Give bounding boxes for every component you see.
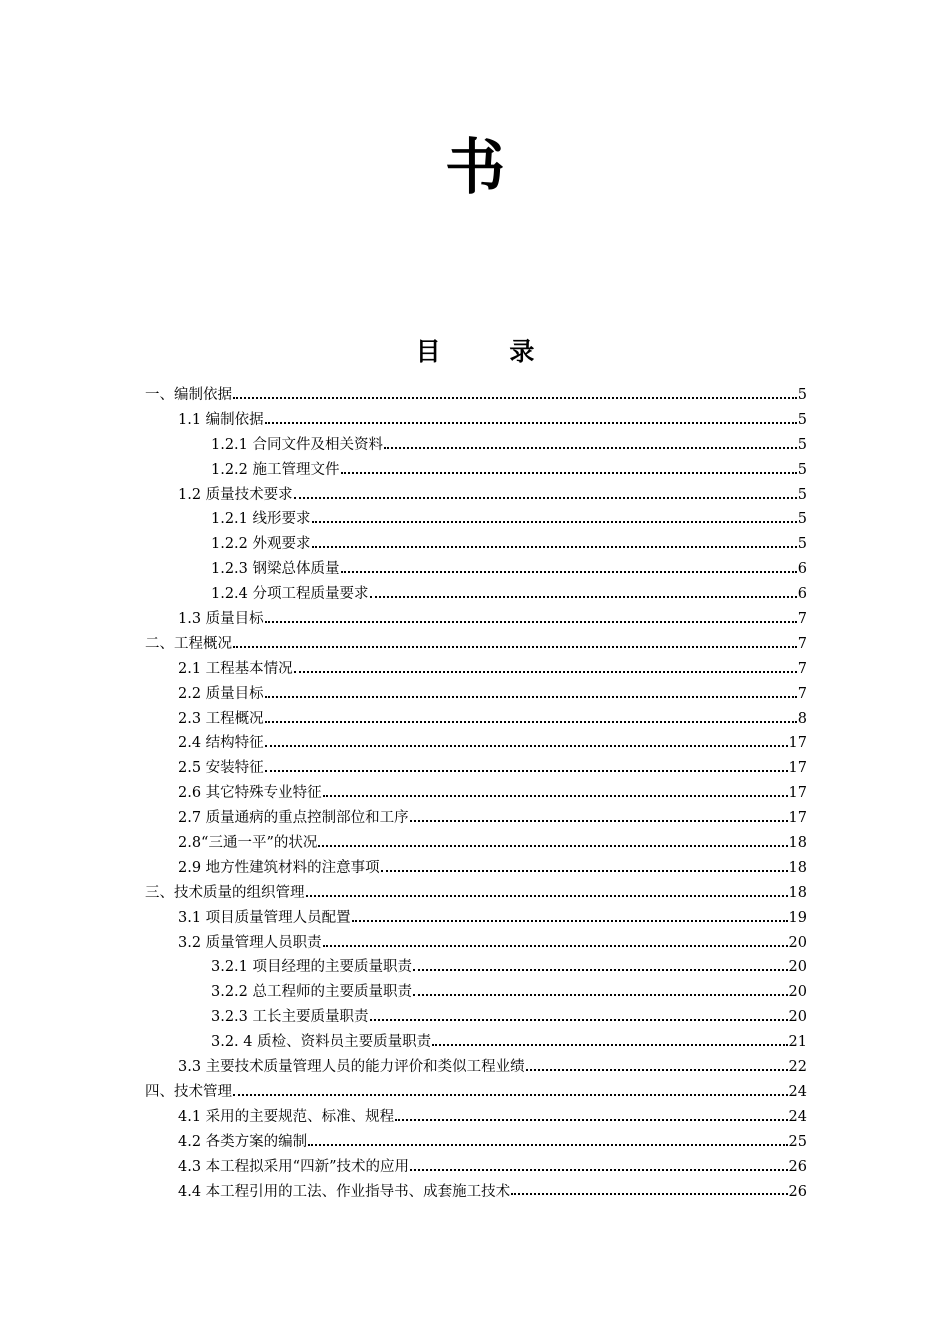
toc-entry[interactable] [145,831,807,856]
toc-entry-page-number: 17 [788,785,807,802]
toc-entry-label: 四、技术管理 [145,1083,232,1100]
toc-entry[interactable] [145,607,807,632]
toc-entry[interactable] [145,632,807,657]
toc-dot-leader [294,496,797,499]
toc-entry-label: 1.1 编制依据 [178,411,264,428]
toc-entry[interactable] [145,582,807,607]
toc-dot-leader [511,1192,787,1195]
toc-entry[interactable] [145,1155,807,1180]
toc-entry[interactable] [145,507,807,532]
toc-dot-leader [341,471,797,474]
toc-dot-leader [318,844,787,847]
toc-entry-page-number: 26 [788,1158,807,1175]
toc-entry-label: 二、工程概况 [145,635,232,652]
toc-entry[interactable] [145,657,807,682]
document-title-fragment: 书 [445,133,505,203]
toc-entry-page-number: 24 [788,1108,807,1125]
toc-entry-page-number: 5 [797,461,807,478]
toc-entry[interactable] [145,1030,807,1055]
toc-entry-page-number: 17 [788,810,807,827]
toc-entry-label: 2.8“三通一平”的状况 [178,835,318,852]
toc-entry[interactable] [145,980,807,1005]
toc-entry-label: 1.2.1 线形要求 [211,511,311,528]
toc-entry[interactable] [145,1005,807,1030]
toc-entry-label: 4.3 本工程拟采用“四新”技术的应用 [178,1158,409,1175]
toc-dot-leader [265,695,797,698]
toc-entry-page-number: 5 [797,511,807,528]
toc-dot-leader [265,744,788,747]
toc-entry[interactable] [145,756,807,781]
toc-entry-label: 1.2.2 外观要求 [211,536,311,553]
toc-dot-leader [413,993,788,996]
toc-entry-label: 2.9 地方性建筑材料的注意事项 [178,859,380,876]
toc-entry[interactable] [145,856,807,881]
toc-dot-leader [384,446,797,449]
toc-dot-leader [323,944,788,947]
toc-entry-label: 4.4 本工程引用的工法、作业指导书、成套施工技术 [178,1183,511,1200]
toc-entry[interactable] [145,383,807,408]
toc-entry-page-number: 22 [788,1059,807,1076]
toc-dot-leader [352,919,788,922]
toc-dot-leader [265,720,797,723]
toc-entry-page-number: 5 [797,536,807,553]
toc-entry-page-number: 17 [788,760,807,777]
toc-entry-label: 4.1 采用的主要规范、标准、规程 [178,1108,395,1125]
toc-entry-label: 3.2.2 总工程师的主要质量职责 [211,984,413,1001]
toc-entry[interactable] [145,557,807,582]
toc-entry-page-number: 6 [797,586,807,603]
toc-entry-page-number: 7 [797,660,807,677]
toc-entry-page-number: 18 [788,835,807,852]
toc-entry-page-number: 5 [797,411,807,428]
toc-entry[interactable] [145,1055,807,1080]
toc-dot-leader [308,1143,787,1146]
toc-entry[interactable] [145,433,807,458]
toc-entry-label: 3.1 项目质量管理人员配置 [178,909,351,926]
toc-dot-leader [370,1018,788,1021]
toc-dot-leader [265,769,788,772]
toc-dot-leader [410,1168,788,1171]
toc-entry-page-number: 8 [797,710,807,727]
table-of-contents [145,383,807,1204]
toc-entry-label: 3.2.1 项目经理的主要质量职责 [211,959,413,976]
toc-dot-leader [265,421,797,424]
toc-dot-leader [265,620,797,623]
toc-entry-page-number: 7 [797,635,807,652]
toc-entry-label: 三、技术质量的组织管理 [145,884,305,901]
toc-dot-leader [306,894,788,897]
toc-entry[interactable] [145,955,807,980]
toc-entry-label: 一、编制依据 [145,387,232,403]
toc-entry[interactable] [145,408,807,433]
toc-dot-leader [526,1068,788,1071]
toc-entry[interactable] [145,532,807,557]
toc-entry-page-number: 5 [797,387,807,403]
toc-entry-page-number: 21 [788,1034,807,1051]
toc-entry[interactable] [145,1130,807,1155]
toc-dot-leader [312,545,797,548]
toc-entry-label: 2.5 安装特征 [178,760,264,777]
toc-entry-page-number: 17 [788,735,807,752]
toc-entry-page-number: 6 [797,561,807,578]
toc-entry[interactable] [145,1080,807,1105]
toc-entry-page-number: 20 [788,959,807,976]
toc-dot-leader [395,1118,787,1121]
toc-entry-page-number: 18 [788,884,807,901]
toc-dot-leader [410,819,788,822]
toc-entry[interactable] [145,682,807,707]
toc-entry-label: 2.7 质量通病的重点控制部位和工序 [178,810,409,827]
toc-entry-label: 3.3 主要技术质量管理人员的能力评价和类似工程业绩 [178,1059,525,1076]
toc-entry[interactable] [145,483,807,508]
toc-entry-page-number: 19 [788,909,807,926]
toc-entry-page-number: 7 [797,611,807,628]
toc-entry-label: 1.2.2 施工管理文件 [211,461,340,478]
toc-entry-page-number: 20 [788,984,807,1001]
toc-entry-page-number: 26 [788,1183,807,1200]
toc-entry[interactable] [145,1105,807,1130]
toc-entry[interactable] [145,781,807,806]
toc-dot-leader [381,869,788,872]
toc-entry[interactable] [145,931,807,956]
toc-dot-leader [312,520,797,523]
toc-dot-leader [323,794,788,797]
toc-entry[interactable] [145,1180,807,1205]
toc-dot-leader [233,1093,788,1096]
toc-dot-leader [233,396,797,399]
toc-dot-leader [341,570,797,573]
toc-dot-leader [370,595,797,598]
toc-entry-page-number: 20 [788,1009,807,1026]
toc-entry[interactable] [145,806,807,831]
toc-entry-label: 2.3 工程概况 [178,710,264,727]
toc-entry-page-number: 7 [797,685,807,702]
toc-entry-page-number: 20 [788,934,807,951]
toc-entry-label: 3.2. 4 质检、资料员主要质量职责 [211,1034,432,1051]
toc-entry[interactable] [145,707,807,732]
toc-entry-label: 2.6 其它特殊专业特征 [178,785,322,802]
toc-entry-label: 1.3 质量目标 [178,611,264,628]
toc-entry-label: 1.2.3 钢梁总体质量 [211,561,340,578]
toc-entry-label: 4.2 各类方案的编制 [178,1133,308,1150]
toc-entry-label: 2.4 结构特征 [178,735,264,752]
toc-heading: 目 录 [415,337,565,366]
toc-entry-label: 2.2 质量目标 [178,685,264,702]
toc-entry-page-number: 5 [797,436,807,453]
toc-entry-label: 3.2 质量管理人员职责 [178,934,322,951]
toc-entry-page-number: 24 [788,1083,807,1100]
toc-entry-label: 1.2 质量技术要求 [178,486,293,503]
toc-entry-label: 1.2.1 合同文件及相关资料 [211,436,384,453]
toc-entry-label: 2.1 工程基本情况 [178,660,293,677]
toc-entry-label: 1.2.4 分项工程质量要求 [211,586,369,603]
toc-entry[interactable] [145,731,807,756]
toc-dot-leader [294,670,797,673]
toc-entry-label: 3.2.3 工长主要质量职责 [211,1009,369,1026]
toc-entry[interactable] [145,906,807,931]
toc-dot-leader [432,1043,787,1046]
toc-entry-page-number: 18 [788,859,807,876]
toc-entry[interactable] [145,458,807,483]
toc-dot-leader [413,968,788,971]
toc-entry-page-number: 25 [788,1133,807,1150]
toc-dot-leader [233,645,797,648]
toc-entry[interactable] [145,881,807,906]
toc-entry-page-number: 5 [797,486,807,503]
